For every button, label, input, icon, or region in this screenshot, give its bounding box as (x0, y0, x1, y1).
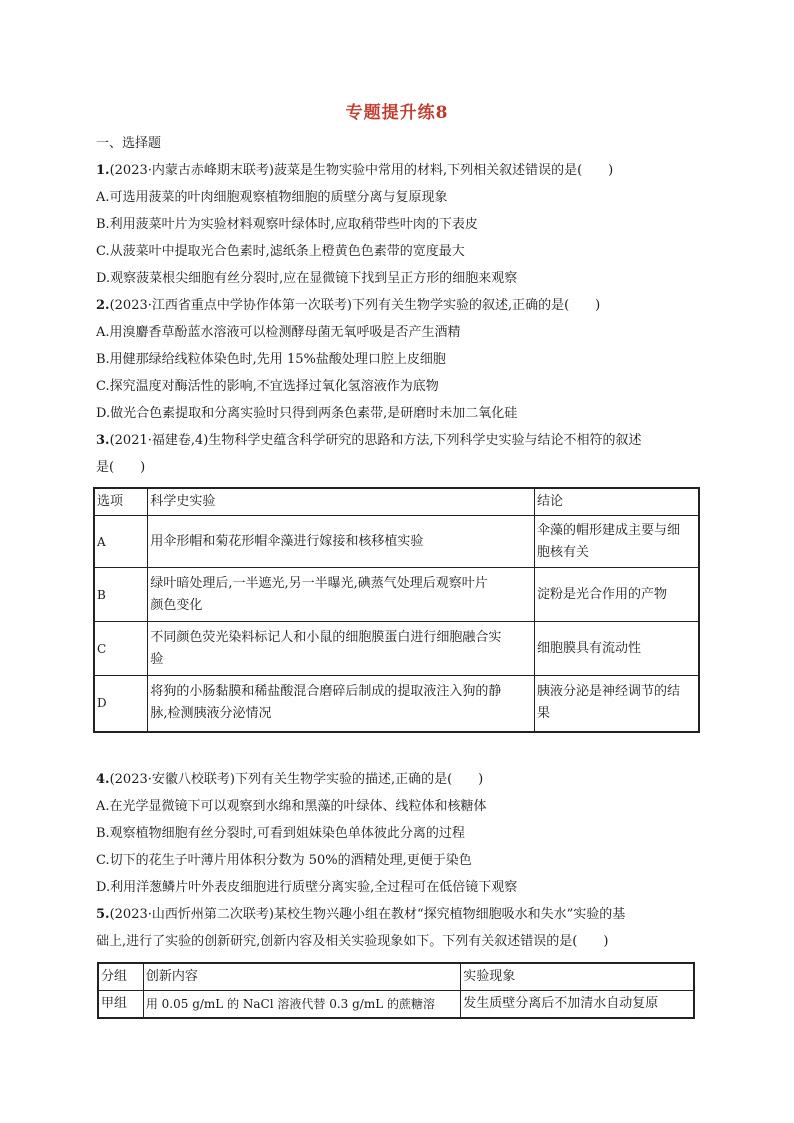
question-block-1-3 (96, 130, 700, 481)
question-5-stem-cont: 础上,进行了实验的创新研究,创新内容及相关实验现象如下。下列有关叙述错误的是( ) (96, 934, 609, 949)
question-1-option-b[interactable]: B.利用菠菜叶片为实验材料观察叶绿体时,应取稍带些叶肉的下表皮 (96, 217, 478, 232)
question-2-option-c[interactable]: C.探究温度对酶活性的影响,不宜选择过氧化氢溶液作为底物 (96, 379, 439, 394)
table-conclusion-cell: 细胞膜具有流动性 (535, 622, 699, 676)
table-result-cell: 发生质壁分离后不加清水自动复原 (461, 991, 694, 1019)
page-title: 专题提升练8 (345, 103, 449, 123)
question-2-option-b[interactable]: B.用健那绿给线粒体染色时,先用 15%盐酸处理口腔上皮细胞 (96, 352, 446, 367)
question-1-number: 1. (96, 163, 110, 178)
question-2-option-d[interactable]: D.做光合色素提取和分离实验时只得到两条色素带,是研磨时未加二氧化硅 (96, 406, 518, 421)
table-header-cell: 科学史实验 (148, 488, 535, 516)
table-header-row (94, 488, 699, 516)
table-option-cell: C (94, 622, 148, 676)
question-1-stem: 1.(2023·内蒙古赤峰期末联考)菠菜是生物实验中常用的材料,下列相关叙述错误的是( ) (96, 163, 614, 178)
table-header-cell: 分组 (98, 963, 143, 991)
table-row (98, 991, 694, 1019)
section-heading: 一、选择题 (96, 136, 162, 151)
question-3-number: 3. (96, 433, 110, 448)
question-4-number: 4. (96, 772, 110, 787)
question-5-number: 5. (96, 907, 110, 922)
question-3-stem-cont: 是( ) (96, 460, 146, 475)
table-header-cell: 选项 (94, 488, 148, 516)
question-4-option-d[interactable]: D.利用洋葱鳞片叶外表皮细胞进行质壁分离实验,全过程可在低倍镜下观察 (96, 880, 518, 895)
table-row (94, 568, 699, 622)
table-experiment-cell: 不同颜色荧光染料标记人和小鼠的细胞膜蛋白进行细胞融合实 验 (148, 622, 535, 676)
question-2-number: 2. (96, 298, 110, 313)
question-2-option-a[interactable]: A.用溴麝香草酚蓝水溶液可以检测酵母菌无氧呼吸是否产生酒精 (96, 325, 461, 340)
table-option-cell: D (94, 676, 148, 732)
question-3-stem: 3.(2021·福建卷,4)生物科学史蕴含科学研究的思路和方法,下列科学史实验与结论不相符的叙述 (96, 433, 642, 448)
table-header-cell: 实验现象 (461, 963, 694, 991)
question-4-option-b[interactable]: B.观察植物细胞有丝分裂时,可看到姐妹染色单体彼此分离的过程 (96, 826, 465, 841)
table-row (94, 676, 699, 732)
table-option-cell: B (94, 568, 148, 622)
table-conclusion-cell: 伞藻的帽形建成主要与细 胞核有关 (535, 516, 699, 568)
question-5-stem: 5.(2023·山西忻州第二次联考)某校生物兴趣小组在教材“探究植物细胞吸水和失水”实验的基 (96, 907, 626, 922)
table-option-cell: A (94, 516, 148, 568)
table-header-cell: 结论 (535, 488, 699, 516)
table-row (94, 516, 699, 568)
question-4-option-a[interactable]: A.在光学显微镜下可以观察到水绵和黑藻的叶绿体、线粒体和核糖体 (96, 799, 487, 814)
question-1-option-d[interactable]: D.观察菠菜根尖细胞有丝分裂时,应在显微镜下找到呈正方形的细胞来观察 (96, 271, 518, 286)
table-conclusion-cell: 淀粉是光合作用的产物 (535, 568, 699, 622)
table-conclusion-cell: 胰液分泌是神经调节的结 果 (535, 676, 699, 732)
question-block-4-5 (96, 766, 700, 955)
question-3-table (93, 487, 700, 733)
question-5-table (97, 962, 695, 1019)
table-experiment-cell: 用伞形帽和菊花形帽伞藻进行嫁接和核移植实验 (148, 516, 535, 568)
question-4-option-c[interactable]: C.切下的花生子叶薄片用体积分数为 50%的酒精处理,更便于染色 (96, 853, 472, 868)
question-4-stem: 4.(2023·安徽八校联考)下列有关生物学实验的描述,正确的是( ) (96, 772, 484, 787)
table-content-cell: 用 0.05 g/mL 的 NaCl 溶液代替 0.3 g/mL 的蔗糖溶 (143, 991, 460, 1019)
table-row (94, 622, 699, 676)
question-1-option-a[interactable]: A.可选用菠菜的叶肉细胞观察植物细胞的质壁分离与复原现象 (96, 190, 448, 205)
table-experiment-cell: 将狗的小肠黏膜和稀盐酸混合磨碎后制成的提取液注入狗的静 脉,检测胰液分泌情况 (148, 676, 535, 732)
table-header-row (98, 963, 694, 991)
question-1-option-c[interactable]: C.从菠菜叶中提取光合色素时,滤纸条上橙黄色色素带的宽度最大 (96, 244, 465, 259)
question-2-stem: 2.(2023·江西省重点中学协作体第一次联考)下列有关生物学实验的叙述,正确的是( ) (96, 298, 601, 313)
table-experiment-cell: 绿叶暗处理后,一半遮光,另一半曝光,碘蒸气处理后观察叶片 颜色变化 (148, 568, 535, 622)
table-header-cell: 创新内容 (143, 963, 460, 991)
table-group-cell: 甲组 (98, 991, 143, 1019)
